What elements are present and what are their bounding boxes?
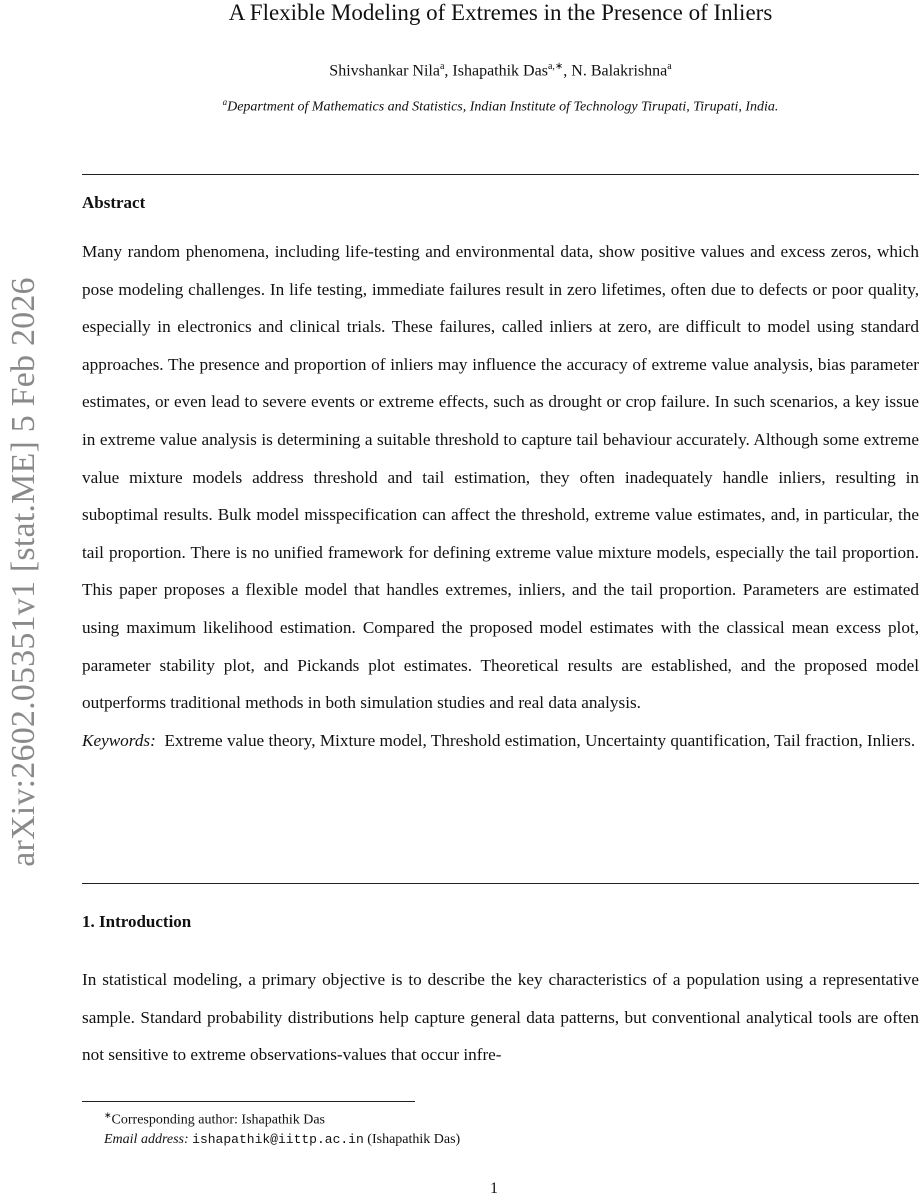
keywords-label: Keywords: [82,730,156,750]
introduction-text: In statistical modeling, a primary objective is to describe the key characteristics of a population using a representative sample. Standard probability distributions help capture general data patterns, but conventional analytical tools are often not sensitive to extreme observations-values that occur infre- [82,970,919,1065]
footnote [104,1106,460,1149]
affiliation [82,92,919,118]
abstract-top-rule [82,174,919,175]
email-address-link[interactable]: ishapathik@iittp.ac.in [192,1131,364,1147]
author-affil-marker: a [667,61,672,72]
page-number: 1 [490,1180,498,1197]
footnote-email [104,1130,460,1149]
keywords-list: Extreme value theory, Mixture model, Threshold estimation, Uncertainty quantification, Tail fraction, Inliers. [164,730,916,750]
abstract-body [82,233,919,759]
section-heading-introduction: 1. Introduction [82,912,192,931]
introduction-body [82,961,919,1074]
footnote-rule [82,1101,415,1102]
author-name: Shivshankar Nila [329,62,440,80]
arxiv-identifier[interactable]: arXiv:2602.05351v1 [stat.ME] 5 Feb 2026 [5,277,42,867]
affiliation-text: Department of Mathematics and Statistics, Indian Institute of Technology Tirupati, Tirupati, India. [227,99,779,115]
abstract-bottom-rule [82,883,919,884]
email-suffix: (Ishapathik Das) [367,1131,461,1147]
abstract-heading: Abstract [82,193,146,212]
author-name: N. Balakrishna [571,62,668,80]
author-name: Ishapathik Das [452,62,548,80]
footnote-corresponding-text: Corresponding author: Ishapathik Das [111,1112,326,1128]
arxiv-stamp [0,0,50,1200]
author-affil-marker: a [439,61,445,72]
affiliation-marker: a [222,97,228,107]
keywords-line [82,722,919,760]
author-list: Shivshankar Nila$^a$, Ishapathik Das$^{a,∗}$, N. Balakrishna$^a$ [329,61,672,80]
abstract-text: Many random phenomena, including life-testing and environmental data, show positive values and excess zeros, which pose modeling challenges. In life testing, immediate failures result in zero lifetimes, often due to defects or poor quality, especially in electronics and clinical trials. These failures, called inliers at zero, are difficult to model using standard approaches. The presence and proportion of inliers may influence the accuracy of extreme value analysis, bias parameter estimates, or even lead to severe events or extreme effects, such as drought or crop failure. In such scenarios, a key issue in extreme value analysis is determining a suitable threshold to capture tail behaviour accurately. Although some extreme value mixture models address threshold and tail estimation, they often inadequately handle inliers, resulting in suboptimal results. Bulk model misspecification can affect the threshold, extreme value estimates, and, in particular, the tail proportion. There is no unified framework for defining extreme value mixture models, especially the tail proportion. This paper proposes a flexible model that handles extremes, inliers, and the tail proportion. Parameters are estimated using maximum likelihood estimation. Compared the proposed model estimates with the classical mean excess plot, parameter stability plot, and Pickands plot estimates. Theoretical results are established, and the proposed model outperforms traditional methods in both simulation studies and real data analysis. [82,242,919,713]
footnote-corresponding [104,1106,460,1130]
email-label: Email address: [104,1131,189,1147]
author-affil-marker: a,∗ [547,61,564,72]
paper-title: A Flexible Modeling of Extremes in the Presence of Inliers [228,0,773,25]
footnote-marker: ∗ [104,1110,112,1120]
